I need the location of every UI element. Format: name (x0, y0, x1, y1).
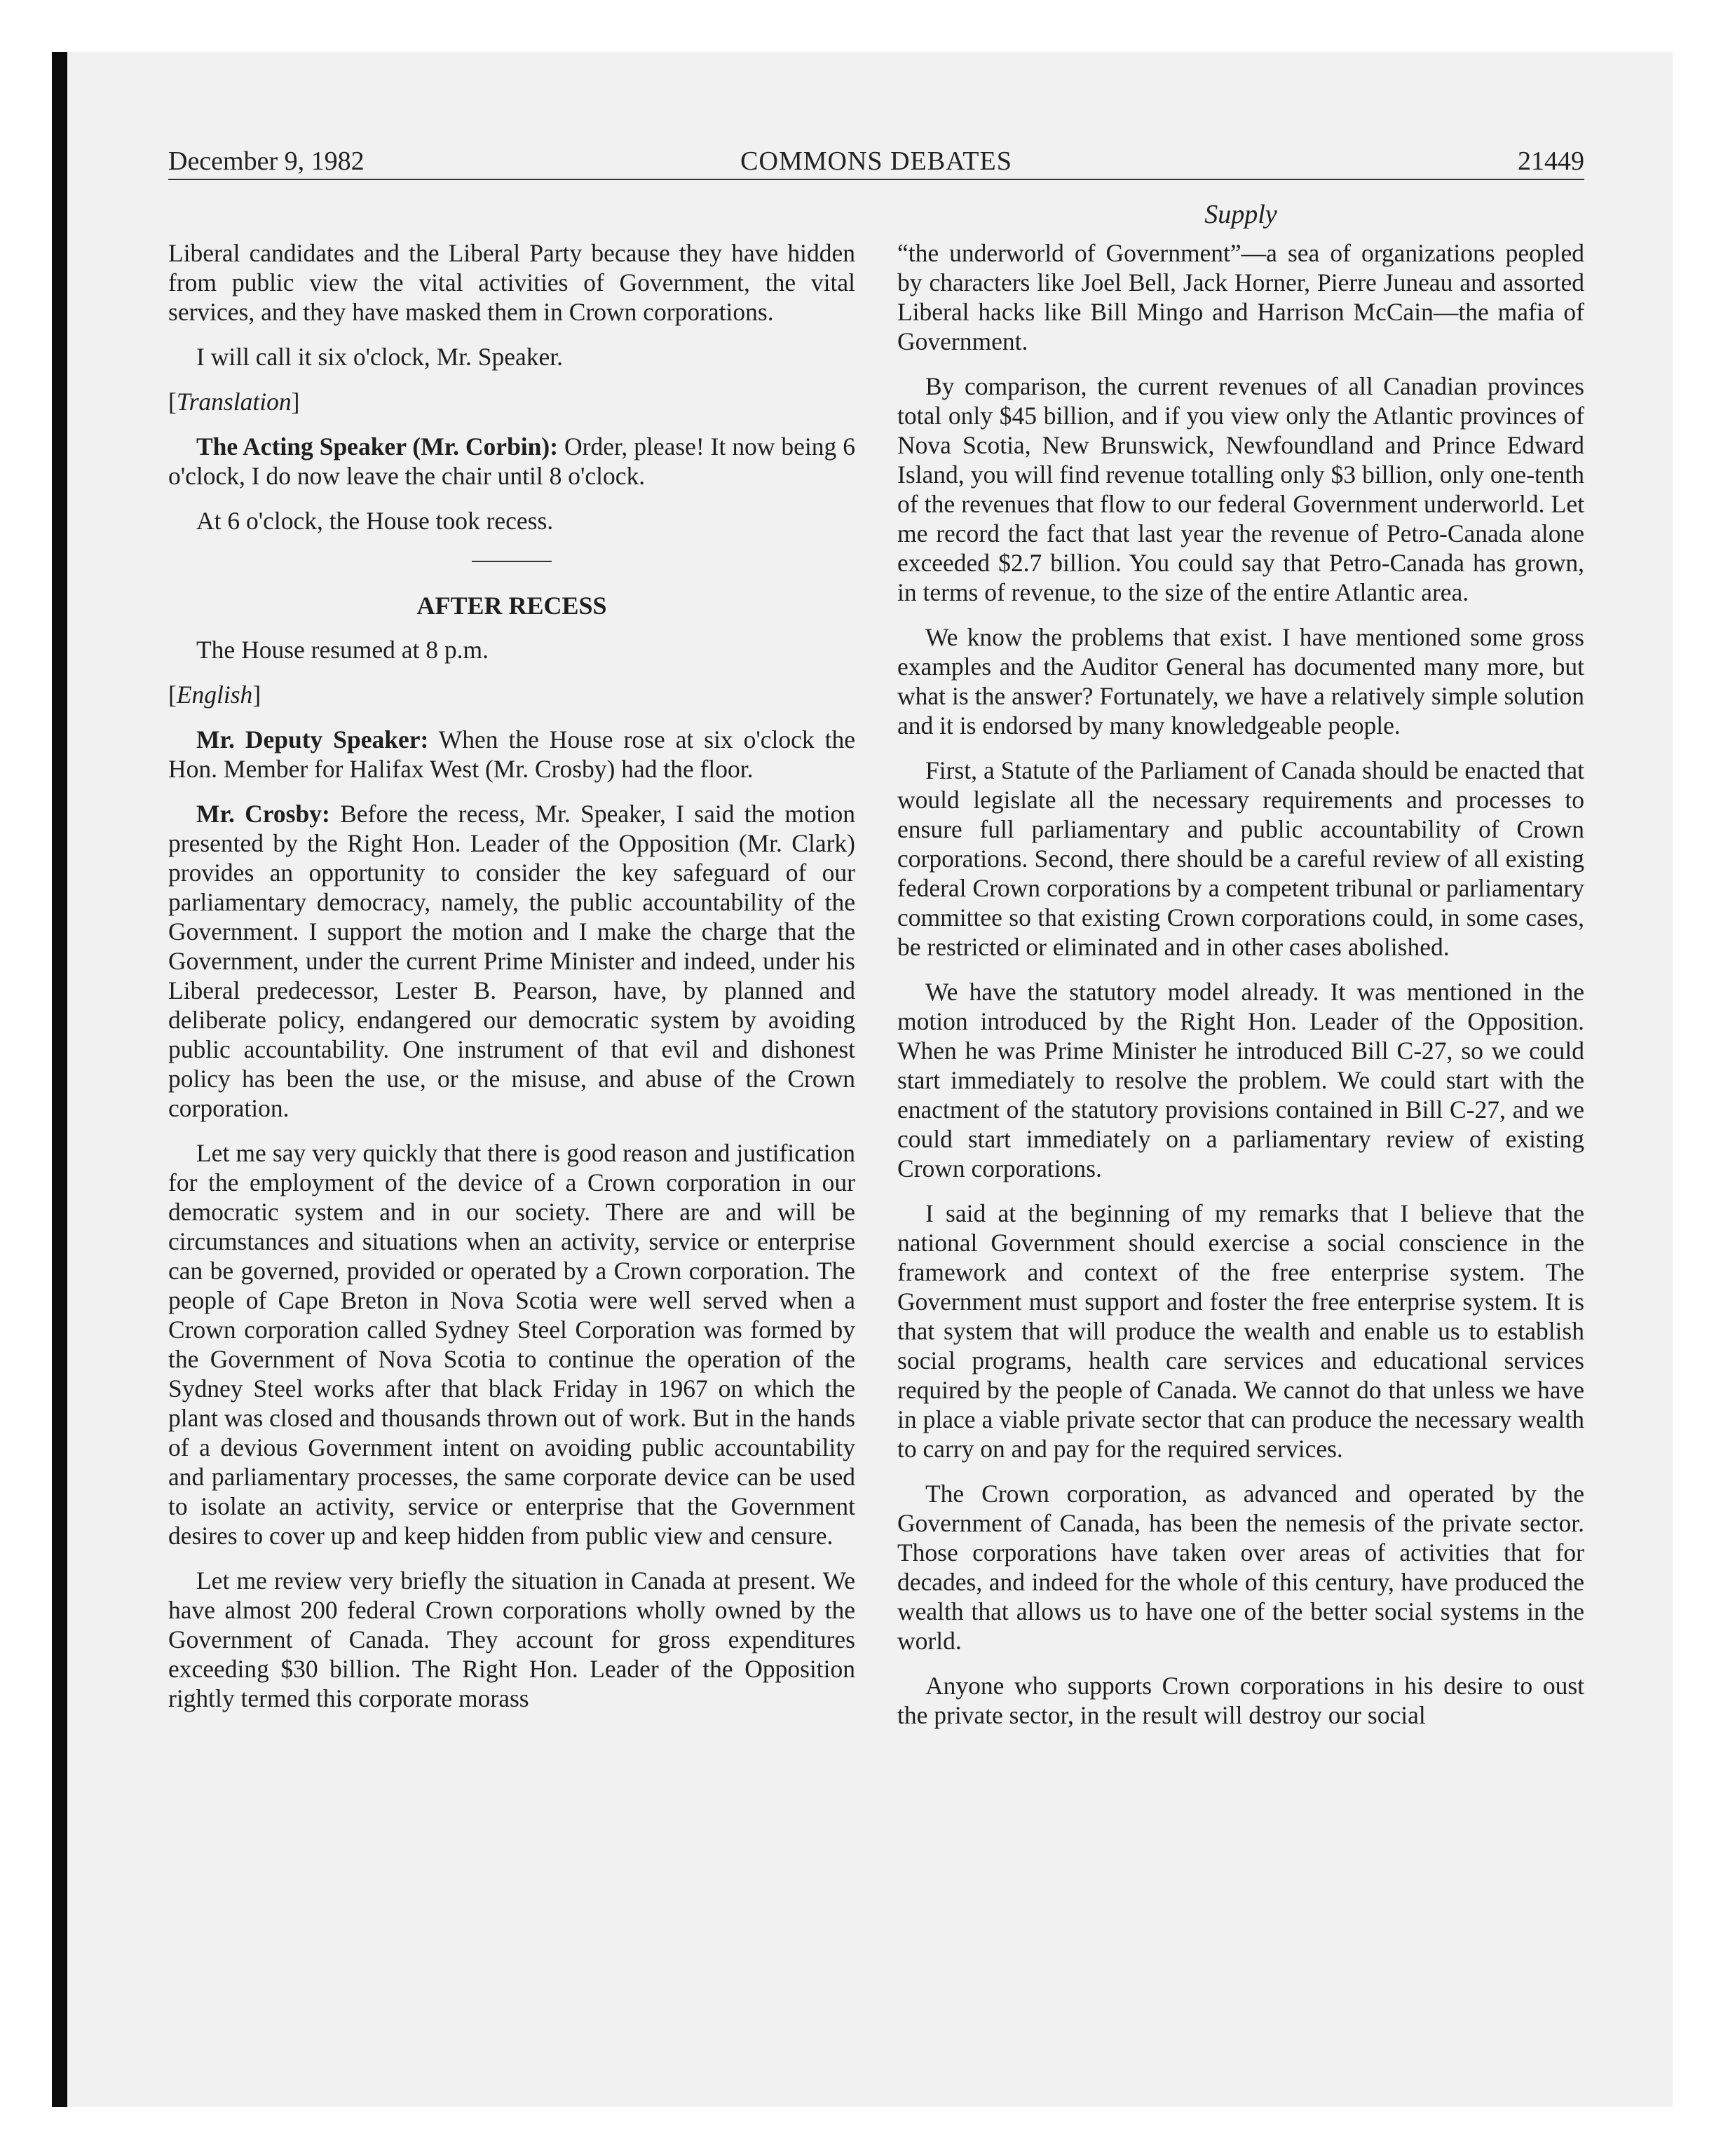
paragraph: I said at the beginning of my remarks that I believe that the national Government should exercise a social conscience in the framework and context of the free enterprise system. The Government must support and foster the free enterprise system. It is that system that will produce the wealth and enable us to establish social programs, health care services and educational services required by the people of Canada. We cannot do that unless we have in place a viable private sector that can produce the necessary wealth to carry on and pay for the required services. (897, 1199, 1584, 1463)
paragraph: By comparison, the current revenues of all Canadian provinces total only $45 billion, and if you view only the Atlantic provinces of Nova Scotia, New Brunswick, Newfoundland and Prince Edward Island, you will find revenue totalling only $3 billion, only one-tenth of the revenues that flow to our federal Government underworld. Let me record the fact that last year the revenue of Petro-Canada alone exceeded $2.7 billion. You could say that Petro-Canada has grown, in terms of revenue, to the size of the entire Atlantic area. (897, 372, 1584, 606)
speaker-name: Mr. Crosby: (196, 800, 330, 828)
translation-tag: [Translation] (168, 388, 300, 416)
paragraph: The House resumed at 8 p.m. (196, 636, 489, 664)
header-date: December 9, 1982 (168, 146, 365, 176)
running-head (168, 142, 1584, 181)
paragraph: Anyone who supports Crown corporations in his desire to oust the private sector, in the result will destroy our social (897, 1672, 1584, 1729)
header-page-number: 21449 (1518, 146, 1584, 176)
paragraph (168, 432, 855, 491)
header-publication: COMMONS DEBATES (740, 146, 1012, 176)
paragraph: “the underworld of Government”—a sea of organizations peopled by characters like Joel Bell, Jack Horner, Pierre Juneau and assorted Liberal hacks like Bill Mingo and Harrison McCain—the mafia of Government. (897, 239, 1584, 355)
translation-tag-text: Translation (176, 388, 292, 416)
paragraph: The Crown corporation, as advanced and operated by the Government of Canada, has been the nemesis of the private sector. Those corporations have taken over areas of activities that for decades, and indeed for the whole of this century, have produced the wealth that allows us to have one of the better social systems in the world. (897, 1480, 1584, 1655)
paragraph: At 6 o'clock, the House took recess. (196, 507, 554, 535)
speaker-name: Mr. Deputy Speaker: (196, 725, 429, 753)
paragraph: Let me say very quickly that there is good reason and justification for the employment of the device of a Crown corporation in our democratic system and in our society. There are and will be circumstances and situations when an activity, service or enterprise can be governed, provided or operated by a Crown corporation. The people of Cape Breton in Nova Scotia were well served when a Crown corporation called Sydney Steel Corporation was formed by the Government of Nova Scotia to continue the operation of the Sydney Steel works after that black Friday in 1967 on which the plant was closed and thousands thrown out of work. But in the hands of a devious Government intent on avoiding public accountability and parliamentary processes, the same corporate device can be used to isolate an activity, service or enterprise that the Government desires to cover up and keep hidden from public view and censure. (168, 1139, 855, 1550)
header-rule (168, 179, 1584, 180)
scan-edge (52, 52, 67, 2107)
paragraph: We have the statutory model already. It was mentioned in the motion introduced by the Right Hon. Leader of the Opposition. When he was Prime Minister he introduced Bill C-27, so we could start immediately to resolve the problem. We could start with the enactment of the statutory provisions contained in Bill C-27, and we could start immediately on a parliamentary review of existing Crown corporations. (897, 978, 1584, 1182)
section-title: Supply (1204, 200, 1277, 229)
paragraph: First, a Statute of the Parliament of Canada should be enacted that would legislate all the necessary requirements and processes to ensure full parliamentary and public accountability of Crown corporations. Second, there should be a careful review of all existing federal Crown corporations by a competent tribunal or parliamentary committee so that existing Crown corporations could, in some cases, be restricted or eliminated and in other cases abolished. (897, 756, 1584, 961)
paragraph: We know the problems that exist. I have mentioned some gross examples and the Auditor General has documented many more, but what is the answer? Fortunately, we have a relatively simple solution and it is endorsed by many knowledgeable people. (897, 623, 1584, 739)
right-column (897, 238, 1584, 2061)
speaker-name: The Acting Speaker (Mr. Corbin): (196, 432, 559, 460)
paragraph (168, 725, 855, 784)
speech-text: Before the recess, Mr. Speaker, I said the motion presented by the Right Hon. Leader of the Opposition (Mr. Clark) provides an opportunity to consider the key safeguard of our parliamentary democracy, namely, the public accountability of the Government. I support the motion and I make the charge that the Government, under the current Prime Minister and indeed, under his Liberal predecessor, Lester B. Pearson, have, by planned and deliberate policy, endangered our democratic system by avoiding public accountability. One instrument of that evil and dishonest policy has been the use, or the misuse, and abuse of the Crown corporation. (168, 800, 856, 1122)
english-tag-text: English (176, 681, 253, 709)
paragraph: Liberal candidates and the Liberal Party because they have hidden from public view the vital activities of Government, the vital services, and they have masked them in Crown corporations. (168, 239, 855, 326)
speech-text: When the House rose at six o'clock the Hon. Member for Halifax West (Mr. Crosby) had the floor. (168, 725, 855, 783)
after-recess-heading: AFTER RECESS (416, 592, 607, 620)
speech-text: Order, please! It now being 6 o'clock, I do now leave the chair until 8 o'clock. (168, 432, 855, 490)
section-divider (472, 561, 552, 562)
paragraph: I will call it six o'clock, Mr. Speaker. (196, 343, 564, 371)
paragraph (168, 799, 855, 1123)
english-tag: [English] (168, 681, 261, 709)
left-column (168, 238, 855, 2061)
paragraph: Let me review very briefly the situation in Canada at present. We have almost 200 federal Crown corporations wholly owned by the Government of Canada. They account for gross expenditures exceeding $30 billion. The Right Hon. Leader of the Opposition rightly termed this corporate morass (168, 1567, 855, 1712)
